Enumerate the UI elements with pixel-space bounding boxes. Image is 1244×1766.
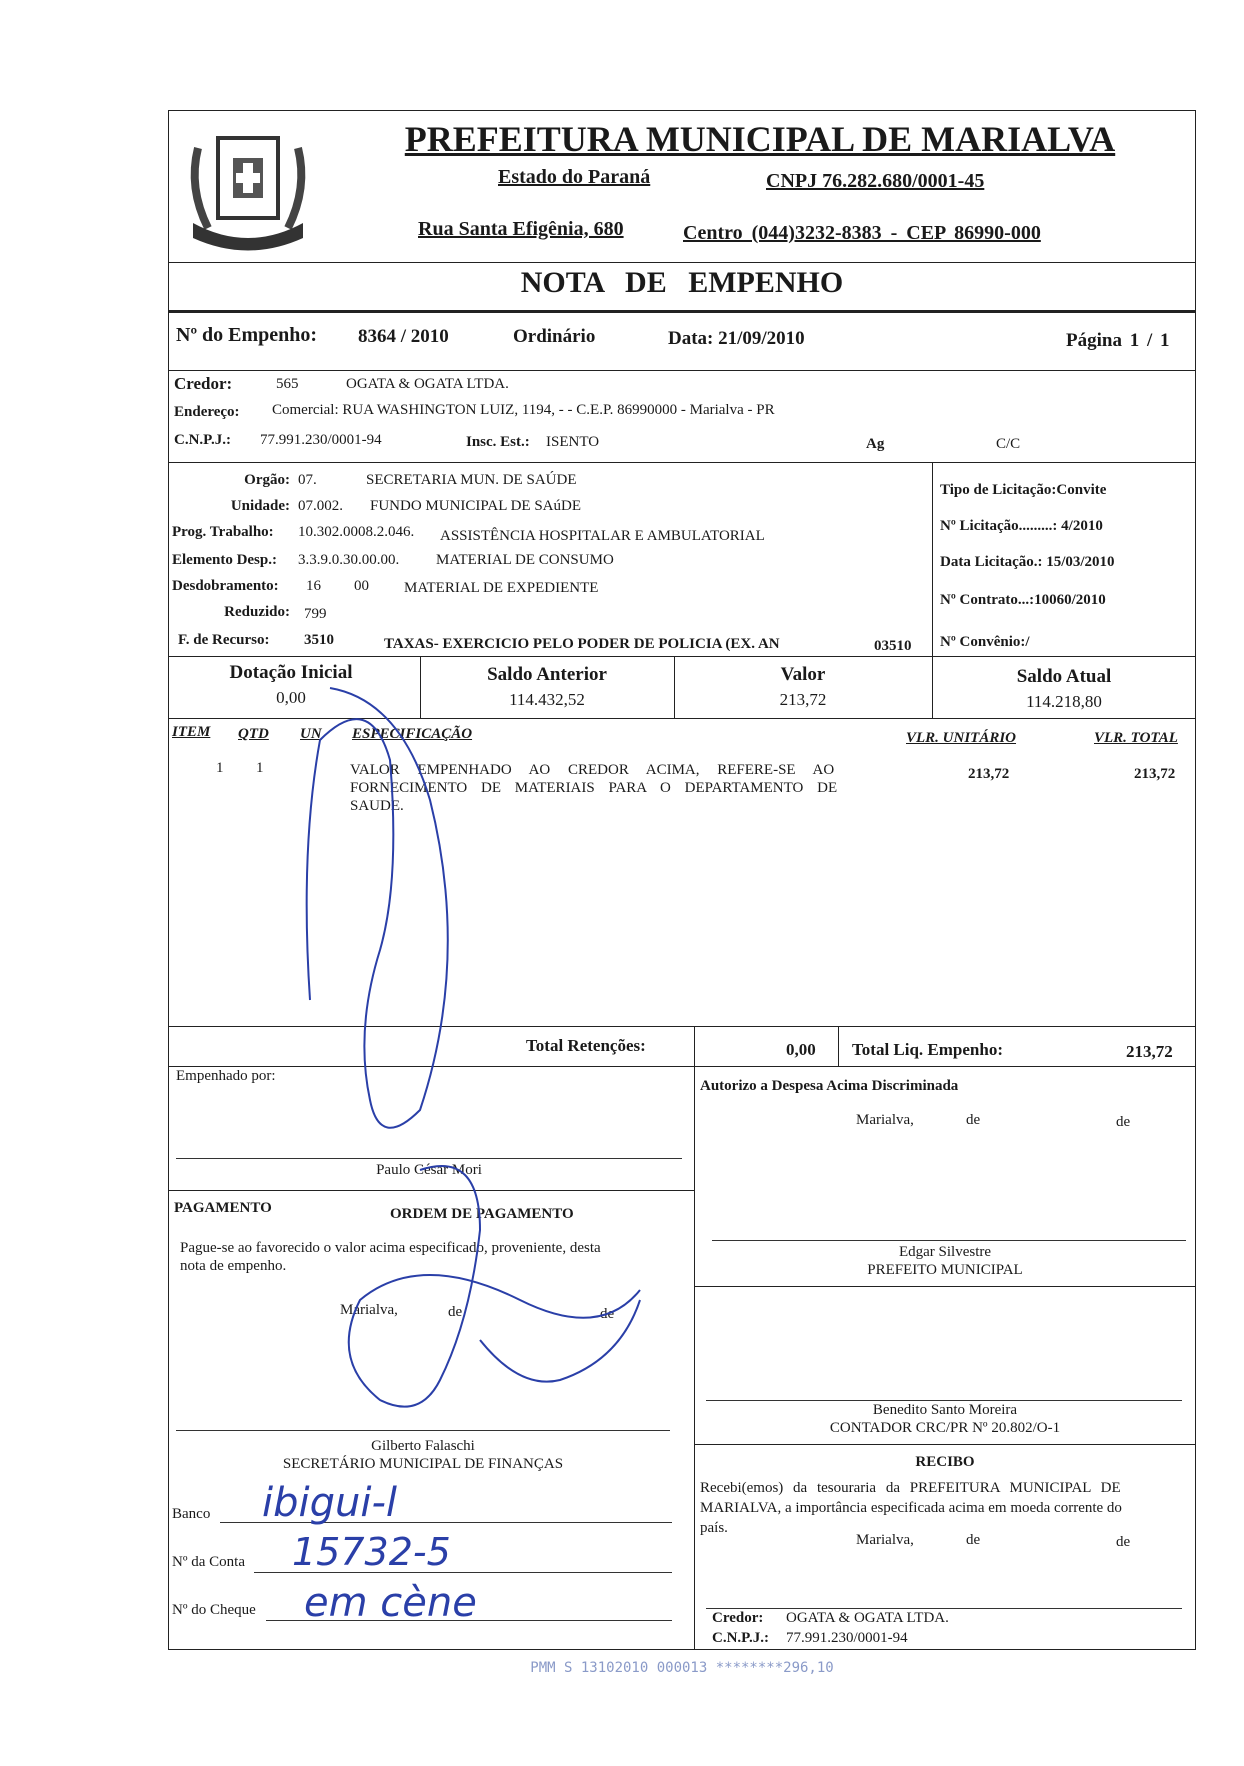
autorizo-label: Autorizo a Despesa Acima Discriminada xyxy=(700,1078,959,1094)
document-title: NOTA DE EMPENHO xyxy=(520,266,844,299)
recibo-text-line-3: país. xyxy=(700,1520,728,1536)
empenho-date: Data: 21/09/2010 xyxy=(668,328,805,349)
banco-label: Banco xyxy=(172,1506,211,1522)
elemento-code: 3.3.9.0.30.00.00. xyxy=(298,552,400,568)
header-cnpj: CNPJ 76.282.680/0001-45 xyxy=(766,170,985,192)
orgao-code: 07. xyxy=(298,472,317,488)
dotacao-inicial-value: 0,00 xyxy=(276,688,306,707)
desdobramento-label: Desdobramento: xyxy=(172,578,279,594)
secretario-title: SECRETÁRIO MUNICIPAL DE FINANÇAS xyxy=(282,1456,564,1472)
retencoes-value: 0,00 xyxy=(786,1040,816,1059)
recibo-cnpj: 77.991.230/0001-94 xyxy=(786,1630,908,1646)
orgao-label: Orgão: xyxy=(244,472,290,488)
ag-label: Ag xyxy=(866,436,885,452)
recibo-credor-name: OGATA & OGATA LTDA. xyxy=(786,1610,949,1626)
vlr-total-header: VLR. TOTAL xyxy=(1094,730,1178,746)
recibo-de-2: de xyxy=(1116,1534,1131,1550)
autorizo-place: Marialva, xyxy=(856,1112,914,1128)
pagamento-de-1: de xyxy=(448,1304,463,1320)
liquido-label: Total Liq. Empenho: xyxy=(852,1040,1003,1059)
credor-cnpj: 77.991.230/0001-94 xyxy=(260,432,382,448)
credor-cnpj-label: C.N.P.J.: xyxy=(174,432,231,448)
licitacao-numero: Nº Licitação.........: 4/2010 xyxy=(940,518,1103,534)
recibo-de-1: de xyxy=(966,1532,981,1548)
prefeito-title: PREFEITO MUNICIPAL xyxy=(867,1262,1023,1278)
header-contact: Centro (044)3232-8383 - CEP 86990-000 xyxy=(683,222,1041,244)
reduzido-value: 799 xyxy=(304,606,327,622)
row-vlr-total: 213,72 xyxy=(1134,766,1176,782)
saldo-atual-label: Saldo Atual xyxy=(1016,666,1112,687)
qtd-header: QTD xyxy=(238,726,269,742)
liquido-value: 213,72 xyxy=(1126,1042,1173,1061)
ordem-pagamento-label: ORDEM DE PAGAMENTO xyxy=(390,1206,574,1222)
fonte-name: TAXAS- EXERCICIO PELO PODER DE POLICIA (EX. AN xyxy=(384,636,780,652)
address-label: Endereço: xyxy=(174,404,240,420)
especificacao-header: ESPECIFICAÇÃO xyxy=(352,726,473,742)
licitacao-contrato: Nº Contrato...:10060/2010 xyxy=(940,592,1106,608)
empenho-label: Nº do Empenho: xyxy=(176,324,318,346)
bottom-stamp: PMM S 13102010 000013 ********296,10 xyxy=(530,1660,834,1676)
credor-label: Credor: xyxy=(174,374,233,393)
row-spec-line-1: VALOR EMPENHADO AO CREDOR ACIMA, REFERE-SE AO xyxy=(350,762,835,778)
fonte-code-2: 03510 xyxy=(874,638,912,654)
prog-name: ASSISTÊNCIA HOSPITALAR E AMBULATORIAL xyxy=(440,528,765,544)
credor-name: OGATA & OGATA LTDA. xyxy=(346,376,509,392)
cheque-label: Nº do Cheque xyxy=(172,1602,256,1618)
licitacao-convenio: Nº Convênio:/ xyxy=(940,634,1030,650)
secretario-name: Gilberto Falaschi xyxy=(371,1438,475,1454)
orgao-name: SECRETARIA MUN. DE SAÚDE xyxy=(366,472,577,488)
prefeito-name: Edgar Silvestre xyxy=(898,1244,992,1260)
saldo-anterior-value: 114.432,52 xyxy=(509,690,585,709)
row-qtd: 1 xyxy=(256,760,264,776)
elemento-name: MATERIAL DE CONSUMO xyxy=(436,552,614,568)
pagamento-text-line-1: Pague-se ao favorecido o valor acima especificado, proveniente, desta xyxy=(180,1240,601,1256)
empenho-type: Ordinário xyxy=(513,326,596,347)
conta-handwriting: 15732-5 xyxy=(292,1530,451,1574)
dotacao-inicial-label: Dotação Inicial xyxy=(229,662,353,683)
pagamento-place: Marialva, xyxy=(340,1302,398,1318)
recibo-credor-label: Credor: xyxy=(712,1610,764,1626)
row-item: 1 xyxy=(216,760,224,776)
valor-label: Valor xyxy=(780,664,826,685)
insc-value: ISENTO xyxy=(546,434,600,450)
recibo-text-line-1: Recebi(emos) da tesouraria da PREFEITURA MUNICIPAL DE xyxy=(700,1480,1121,1496)
recibo-place: Marialva, xyxy=(856,1532,914,1548)
desdobramento-code-1: 16 xyxy=(306,578,321,594)
header-title: PREFEITURA MUNICIPAL DE MARIALVA xyxy=(404,119,1116,159)
header-state: Estado do Paraná xyxy=(498,166,651,188)
credor-code: 565 xyxy=(276,376,299,392)
retencoes-label: Total Retenções: xyxy=(526,1036,646,1055)
fonte-label: F. de Recurso: xyxy=(178,632,270,648)
desdobramento-name: MATERIAL DE EXPEDIENTE xyxy=(404,580,599,596)
pagamento-de-2: de xyxy=(600,1306,615,1322)
unidade-label: Unidade: xyxy=(230,498,290,514)
empenhado-name: Paulo César Mori xyxy=(376,1162,482,1178)
item-header: ITEM xyxy=(172,724,211,740)
empenho-number: 8364 / 2010 xyxy=(358,326,449,347)
row-vlr-unitario: 213,72 xyxy=(968,766,1010,782)
recibo-label: RECIBO xyxy=(915,1454,975,1470)
unidade-code: 07.002. xyxy=(298,498,343,514)
prog-code: 10.302.0008.2.046. xyxy=(298,524,415,540)
valor-value: 213,72 xyxy=(779,690,827,709)
row-spec-line-3: SAUDE. xyxy=(350,798,404,814)
elemento-label: Elemento Desp.: xyxy=(172,552,277,568)
pagamento-text-line-2: nota de empenho. xyxy=(180,1258,287,1274)
desdobramento-code-2: 00 xyxy=(354,578,369,594)
fonte-code: 3510 xyxy=(304,632,334,648)
contador-title: CONTADOR CRC/PR Nº 20.802/O-1 xyxy=(829,1420,1061,1436)
autorizo-de-2: de xyxy=(1116,1114,1131,1130)
empenhado-label: Empenhado por: xyxy=(176,1068,276,1084)
cheque-handwriting: em cène xyxy=(304,1580,477,1626)
row-spec-line-2: FORNECIMENTO DE MATERIAIS PARA O DEPARTAMENTO DE xyxy=(350,780,838,796)
recibo-cnpj-label: C.N.P.J.: xyxy=(712,1630,769,1646)
credor-address: Comercial: RUA WASHINGTON LUIZ, 1194, - - C.E.P. 86990000 - Marialva - PR xyxy=(272,402,775,418)
header-street: Rua Santa Efigênia, 680 xyxy=(418,218,624,240)
conta-label: Nº da Conta xyxy=(172,1554,245,1570)
pagamento-label: PAGAMENTO xyxy=(174,1200,272,1216)
unidade-name: FUNDO MUNICIPAL DE SAúDE xyxy=(370,498,581,514)
licitacao-tipo: Tipo de Licitação:Convite xyxy=(940,482,1107,498)
saldo-anterior-label: Saldo Anterior xyxy=(487,664,607,685)
contador-name: Benedito Santo Moreira xyxy=(872,1402,1018,1418)
licitacao-data: Data Licitação.: 15/03/2010 xyxy=(940,554,1115,570)
page-number: Página 1 / 1 xyxy=(1066,330,1170,351)
vlr-unitario-header: VLR. UNITÁRIO xyxy=(906,730,1017,746)
reduzido-label: Reduzido: xyxy=(224,604,290,620)
autorizo-de-1: de xyxy=(966,1112,981,1128)
recibo-text-line-2: MARIALVA, a importância especificada acima em moeda corrente do xyxy=(700,1500,1122,1516)
cc-label: C/C xyxy=(996,436,1021,452)
banco-handwriting: ibigui-l xyxy=(262,1480,398,1526)
saldo-atual-value: 114.218,80 xyxy=(1026,692,1102,711)
un-header: UN xyxy=(300,726,322,742)
prog-label: Prog. Trabalho: xyxy=(172,524,274,540)
insc-label: Insc. Est.: xyxy=(466,434,530,450)
